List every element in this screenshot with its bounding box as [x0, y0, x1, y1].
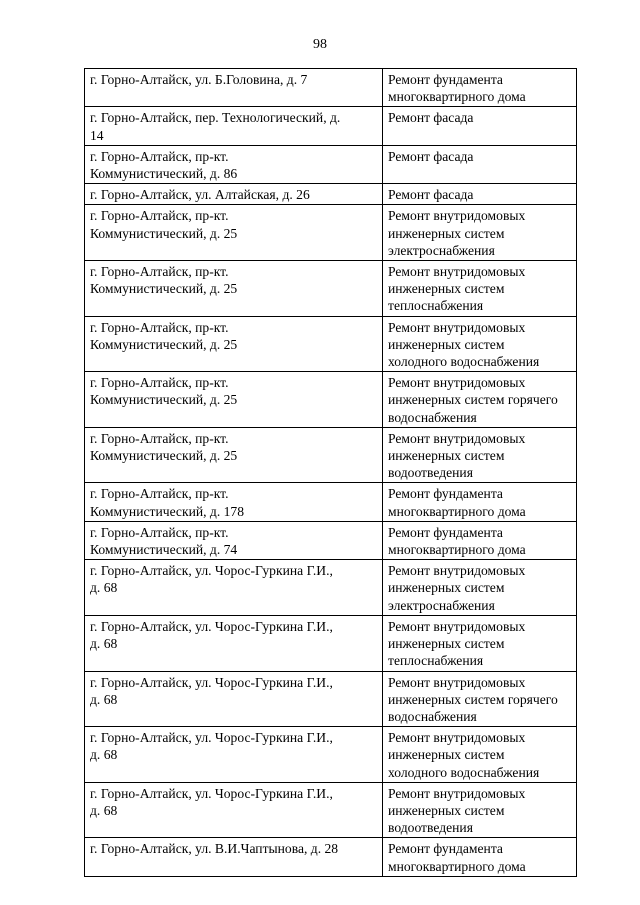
work-type-cell: Ремонт внутридомовых инженерных систем теплоснабжения	[383, 615, 577, 671]
table-row	[85, 145, 577, 183]
address-cell: г. Горно-Алтайск, ул. Чорос-Гуркина Г.И., д. 68	[85, 671, 383, 727]
table-row	[85, 671, 577, 727]
address-cell: г. Горно-Алтайск, пр-кт. Коммунистический, д. 25	[85, 261, 383, 317]
address-cell: г. Горно-Алтайск, пр-кт. Коммунистический, д. 25	[85, 427, 383, 483]
table-row	[85, 483, 577, 521]
address-cell: г. Горно-Алтайск, ул. Чорос-Гуркина Г.И., д. 68	[85, 560, 383, 616]
work-type-cell: Ремонт фасада	[383, 145, 577, 183]
work-type-cell: Ремонт внутридомовых инженерных систем водоотведения	[383, 427, 577, 483]
address-cell: г. Горно-Алтайск, пр-кт. Коммунистический, д. 178	[85, 483, 383, 521]
works-table	[84, 68, 577, 877]
work-type-cell: Ремонт фундамента многоквартирного дома	[383, 69, 577, 107]
table-row	[85, 838, 577, 876]
table-row	[85, 615, 577, 671]
table-row	[85, 727, 577, 783]
address-cell: г. Горно-Алтайск, ул. В.И.Чаптынова, д. 28	[85, 838, 383, 876]
address-cell: г. Горно-Алтайск, ул. Чорос-Гуркина Г.И., д. 68	[85, 615, 383, 671]
address-cell: г. Горно-Алтайск, пр-кт. Коммунистический, д. 74	[85, 521, 383, 559]
table-row	[85, 107, 577, 145]
table-row	[85, 316, 577, 372]
address-cell: г. Горно-Алтайск, пер. Технологический, д. 14	[85, 107, 383, 145]
address-cell: г. Горно-Алтайск, пр-кт. Коммунистический, д. 25	[85, 205, 383, 261]
work-type-cell: Ремонт внутридомовых инженерных систем горячего водоснабжения	[383, 372, 577, 428]
work-type-cell: Ремонт внутридомовых инженерных систем теплоснабжения	[383, 261, 577, 317]
address-cell: г. Горно-Алтайск, ул. Чорос-Гуркина Г.И., д. 68	[85, 782, 383, 838]
address-cell: г. Горно-Алтайск, пр-кт. Коммунистический, д. 25	[85, 316, 383, 372]
table-row	[85, 782, 577, 838]
table-row	[85, 560, 577, 616]
work-type-cell: Ремонт внутридомовых инженерных систем электроснабжения	[383, 560, 577, 616]
work-type-cell: Ремонт фундамента многоквартирного дома	[383, 838, 577, 876]
work-type-cell: Ремонт внутридомовых инженерных систем холодного водоснабжения	[383, 316, 577, 372]
address-cell: г. Горно-Алтайск, пр-кт. Коммунистический, д. 25	[85, 372, 383, 428]
table-row	[85, 521, 577, 559]
table-row	[85, 372, 577, 428]
address-cell: г. Горно-Алтайск, ул. Б.Головина, д. 7	[85, 69, 383, 107]
work-type-cell: Ремонт фасада	[383, 107, 577, 145]
table-row	[85, 427, 577, 483]
work-type-cell: Ремонт фундамента многоквартирного дома	[383, 483, 577, 521]
work-type-cell: Ремонт внутридомовых инженерных систем электроснабжения	[383, 205, 577, 261]
table-row	[85, 184, 577, 205]
page-number: 98	[313, 37, 327, 52]
work-type-cell: Ремонт фасада	[383, 184, 577, 205]
address-cell: г. Горно-Алтайск, пр-кт. Коммунистический, д. 86	[85, 145, 383, 183]
table-row	[85, 69, 577, 107]
work-type-cell: Ремонт внутридомовых инженерных систем водоотведения	[383, 782, 577, 838]
table-row	[85, 205, 577, 261]
work-type-cell: Ремонт внутридомовых инженерных систем горячего водоснабжения	[383, 671, 577, 727]
address-cell: г. Горно-Алтайск, ул. Чорос-Гуркина Г.И., д. 68	[85, 727, 383, 783]
address-cell: г. Горно-Алтайск, ул. Алтайская, д. 26	[85, 184, 383, 205]
table-row	[85, 261, 577, 317]
work-type-cell: Ремонт внутридомовых инженерных систем холодного водоснабжения	[383, 727, 577, 783]
work-type-cell: Ремонт фундамента многоквартирного дома	[383, 521, 577, 559]
